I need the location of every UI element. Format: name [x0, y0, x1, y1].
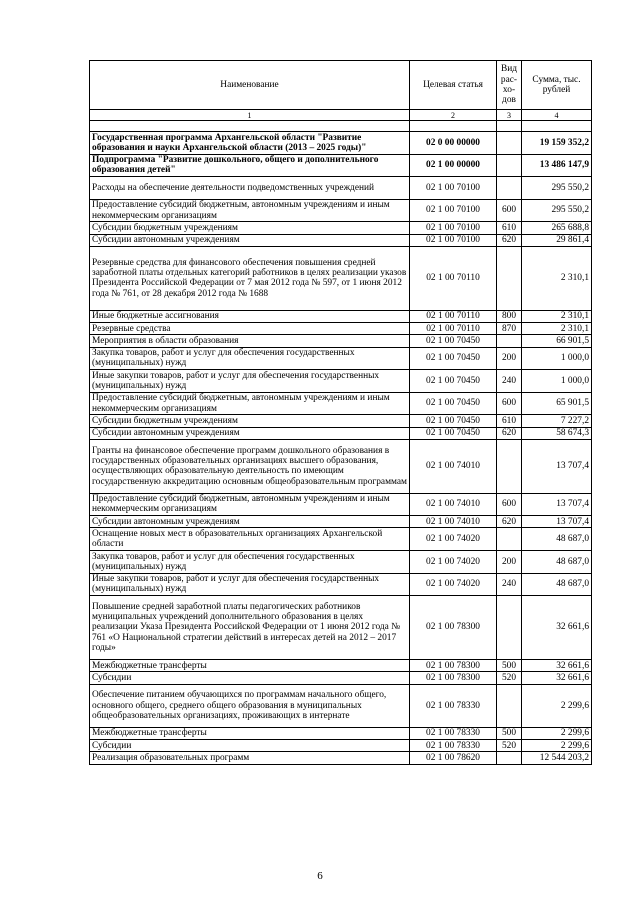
- row-name: Предоставление субсидий бюджетным, автономным учреждениям и иным некоммерческим организациям: [90, 199, 410, 222]
- table-row: [90, 573, 592, 596]
- row-name: Мероприятия в области образования: [90, 335, 410, 347]
- row-sum: 48 687,0: [522, 528, 592, 551]
- table-row: [90, 234, 592, 246]
- row-name: Закупка товаров, работ и услуг для обеспечения государственных (муниципальных) нужд: [90, 551, 410, 574]
- row-sum: 265 688,8: [522, 222, 592, 234]
- table-row: [90, 528, 592, 551]
- row-code: 02 1 00 70450: [410, 392, 497, 415]
- table-row: [90, 440, 592, 494]
- row-sum: 66 901,5: [522, 335, 592, 347]
- table-row: [90, 752, 592, 764]
- table-row: [90, 199, 592, 222]
- row-name: Подпрограмма "Развитие дошкольного, общего и дополнительного образования детей": [90, 154, 410, 177]
- table-row: [90, 335, 592, 347]
- row-code: 02 1 00 74020: [410, 528, 497, 551]
- row-vid: 240: [497, 573, 522, 596]
- row-code: 02 1 00 70100: [410, 199, 497, 222]
- row-vid: 520: [497, 740, 522, 752]
- header-name: Наименование: [90, 61, 410, 110]
- row-vid: [497, 246, 522, 310]
- row-code: 02 1 00 70100: [410, 234, 497, 246]
- blank-row: [90, 121, 592, 132]
- header-vid: Вид рас-хо-дов: [497, 61, 522, 110]
- row-code: 02 0 00 00000: [410, 132, 497, 155]
- row-name: Субсидии автономным учреждениям: [90, 516, 410, 528]
- row-code: 02 1 00 70450: [410, 427, 497, 439]
- row-code: 02 1 00 74020: [410, 551, 497, 574]
- row-vid: 620: [497, 427, 522, 439]
- table-row: [90, 493, 592, 516]
- table-row: [90, 740, 592, 752]
- table-row: [90, 551, 592, 574]
- row-vid: [497, 684, 522, 727]
- table-row: [90, 392, 592, 415]
- row-sum: 2 310,1: [522, 310, 592, 322]
- table-row: [90, 310, 592, 322]
- row-code: 02 1 00 74020: [410, 573, 497, 596]
- row-code: 02 1 00 78330: [410, 740, 497, 752]
- row-sum: 32 661,6: [522, 672, 592, 684]
- row-code: 02 1 00 70450: [410, 347, 497, 370]
- row-vid: [497, 440, 522, 494]
- row-sum: 2 310,1: [522, 246, 592, 310]
- column-number: 3: [497, 110, 522, 121]
- row-name: Межбюджетные трансферты: [90, 727, 410, 739]
- row-name: Повышение средней заработной платы педагогических работников муниципальных учреждений дополнительного образования в целях реализации Указа Президента Российской Федерации от 1 июня 2012 года № 761 «О Национальной стратегии действий в интересах детей на 2012 – 2017 годы»: [90, 596, 410, 660]
- row-sum: 12 544 203,2: [522, 752, 592, 764]
- table-row: [90, 347, 592, 370]
- row-sum: 1 000,0: [522, 347, 592, 370]
- row-vid: 600: [497, 392, 522, 415]
- row-name: Резервные средства для финансового обеспечения повышения средней заработной платы отдельных категорий работников в целях реализации указов Президента Российской Федерации от 7 мая 2012 года № 597, от 1 июня 2012 года № 761, от 28 декабря 2012 года № 1688: [90, 246, 410, 310]
- row-code: 02 1 00 70450: [410, 415, 497, 427]
- table-row: [90, 246, 592, 310]
- row-sum: 58 674,3: [522, 427, 592, 439]
- row-sum: 13 486 147,9: [522, 154, 592, 177]
- row-sum: 13 707,4: [522, 440, 592, 494]
- row-name: Расходы на обеспечение деятельности подведомственных учреждений: [90, 177, 410, 200]
- table-row: [90, 222, 592, 234]
- row-vid: [497, 335, 522, 347]
- row-vid: 500: [497, 727, 522, 739]
- row-sum: 1 000,0: [522, 370, 592, 393]
- row-vid: 240: [497, 370, 522, 393]
- row-vid: [497, 154, 522, 177]
- table-row: [90, 132, 592, 155]
- row-sum: 32 661,6: [522, 660, 592, 672]
- row-sum: 19 159 352,2: [522, 132, 592, 155]
- row-code: 02 1 00 70110: [410, 323, 497, 335]
- row-vid: 500: [497, 660, 522, 672]
- table-row: [90, 660, 592, 672]
- row-code: 02 1 00 78300: [410, 596, 497, 660]
- row-name: Предоставление субсидий бюджетным, автономным учреждениям и иным некоммерческим организациям: [90, 493, 410, 516]
- row-name: Резервные средства: [90, 323, 410, 335]
- table-row: [90, 415, 592, 427]
- row-sum: 32 661,6: [522, 596, 592, 660]
- header-sum: Сумма, тыс. рублей: [522, 61, 592, 110]
- table-row: [90, 672, 592, 684]
- row-code: 02 1 00 70100: [410, 177, 497, 200]
- row-vid: 610: [497, 222, 522, 234]
- row-vid: [497, 596, 522, 660]
- budget-table: [89, 60, 592, 765]
- row-vid: 870: [497, 323, 522, 335]
- table-row: [90, 323, 592, 335]
- row-code: 02 1 00 78330: [410, 684, 497, 727]
- row-sum: 2 299,6: [522, 684, 592, 727]
- row-sum: 13 707,4: [522, 493, 592, 516]
- row-name: Межбюджетные трансферты: [90, 660, 410, 672]
- row-name: Субсидии: [90, 672, 410, 684]
- table-row: [90, 427, 592, 439]
- row-vid: 520: [497, 672, 522, 684]
- row-sum: 13 707,4: [522, 516, 592, 528]
- row-name: Субсидии бюджетным учреждениям: [90, 415, 410, 427]
- row-code: 02 1 00 70110: [410, 246, 497, 310]
- row-vid: 620: [497, 234, 522, 246]
- table-row: [90, 370, 592, 393]
- header-code: Целевая статья: [410, 61, 497, 110]
- row-vid: 600: [497, 493, 522, 516]
- row-name: Обеспечение питанием обучающихся по программам начального общего, основного общего, среднего общего образования в муниципальных общеобразовательных организациях, проживающих в интернате: [90, 684, 410, 727]
- table-row: [90, 684, 592, 727]
- page-number: 6: [317, 870, 323, 882]
- row-vid: 800: [497, 310, 522, 322]
- row-name: Субсидии автономным учреждениям: [90, 234, 410, 246]
- row-name: Закупка товаров, работ и услуг для обеспечения государственных (муниципальных) нужд: [90, 347, 410, 370]
- row-vid: [497, 132, 522, 155]
- row-sum: 48 687,0: [522, 551, 592, 574]
- table-row: [90, 596, 592, 660]
- row-code: 02 1 00 00000: [410, 154, 497, 177]
- row-sum: 2 299,6: [522, 740, 592, 752]
- column-number: 4: [522, 110, 592, 121]
- row-sum: 295 550,2: [522, 177, 592, 200]
- table-body: [90, 121, 592, 765]
- row-sum: 48 687,0: [522, 573, 592, 596]
- row-sum: 29 861,4: [522, 234, 592, 246]
- row-code: 02 1 00 70110: [410, 310, 497, 322]
- row-vid: 610: [497, 415, 522, 427]
- row-name: Субсидии: [90, 740, 410, 752]
- table-row: [90, 154, 592, 177]
- row-code: 02 1 00 74010: [410, 516, 497, 528]
- row-name: Субсидии бюджетным учреждениям: [90, 222, 410, 234]
- column-number-row: [90, 110, 592, 121]
- row-sum: 2 310,1: [522, 323, 592, 335]
- table-row: [90, 516, 592, 528]
- row-vid: 200: [497, 347, 522, 370]
- row-vid: 620: [497, 516, 522, 528]
- row-name: Оснащение новых мест в образовательных организациях Архангельской области: [90, 528, 410, 551]
- row-name: Субсидии автономным учреждениям: [90, 427, 410, 439]
- column-number: 2: [410, 110, 497, 121]
- row-vid: [497, 177, 522, 200]
- column-number: 1: [90, 110, 410, 121]
- table-row: [90, 177, 592, 200]
- row-name: Иные закупки товаров, работ и услуг для обеспечения государственных (муниципальных) нужд: [90, 573, 410, 596]
- row-code: 02 1 00 78300: [410, 660, 497, 672]
- row-vid: 600: [497, 199, 522, 222]
- row-name: Реализация образовательных программ: [90, 752, 410, 764]
- row-code: 02 1 00 70100: [410, 222, 497, 234]
- row-code: 02 1 00 74010: [410, 440, 497, 494]
- row-sum: 65 901,5: [522, 392, 592, 415]
- row-name: Государственная программа Архангельской области "Развитие образования и науки Архангельской области (2013 – 2025 годы)": [90, 132, 410, 155]
- row-sum: 295 550,2: [522, 199, 592, 222]
- row-vid: [497, 752, 522, 764]
- header-row: [90, 61, 592, 110]
- row-name: Иные закупки товаров, работ и услуг для обеспечения государственных (муниципальных) нужд: [90, 370, 410, 393]
- row-code: 02 1 00 78620: [410, 752, 497, 764]
- row-vid: [497, 528, 522, 551]
- row-sum: 2 299,6: [522, 727, 592, 739]
- row-vid: 200: [497, 551, 522, 574]
- row-code: 02 1 00 70450: [410, 335, 497, 347]
- row-name: Гранты на финансовое обеспечение программ дошкольного образования в государственных образовательных организациях высшего образования, осуществляющих образовательную деятельность по имеющим государственную аккредитацию основным общеобразовательным программам: [90, 440, 410, 494]
- row-name: Предоставление субсидий бюджетным, автономным учреждениям и иным некоммерческим организациям: [90, 392, 410, 415]
- row-code: 02 1 00 78330: [410, 727, 497, 739]
- row-code: 02 1 00 78300: [410, 672, 497, 684]
- row-name: Иные бюджетные ассигнования: [90, 310, 410, 322]
- table-row: [90, 727, 592, 739]
- row-code: 02 1 00 70450: [410, 370, 497, 393]
- row-sum: 7 227,2: [522, 415, 592, 427]
- row-code: 02 1 00 74010: [410, 493, 497, 516]
